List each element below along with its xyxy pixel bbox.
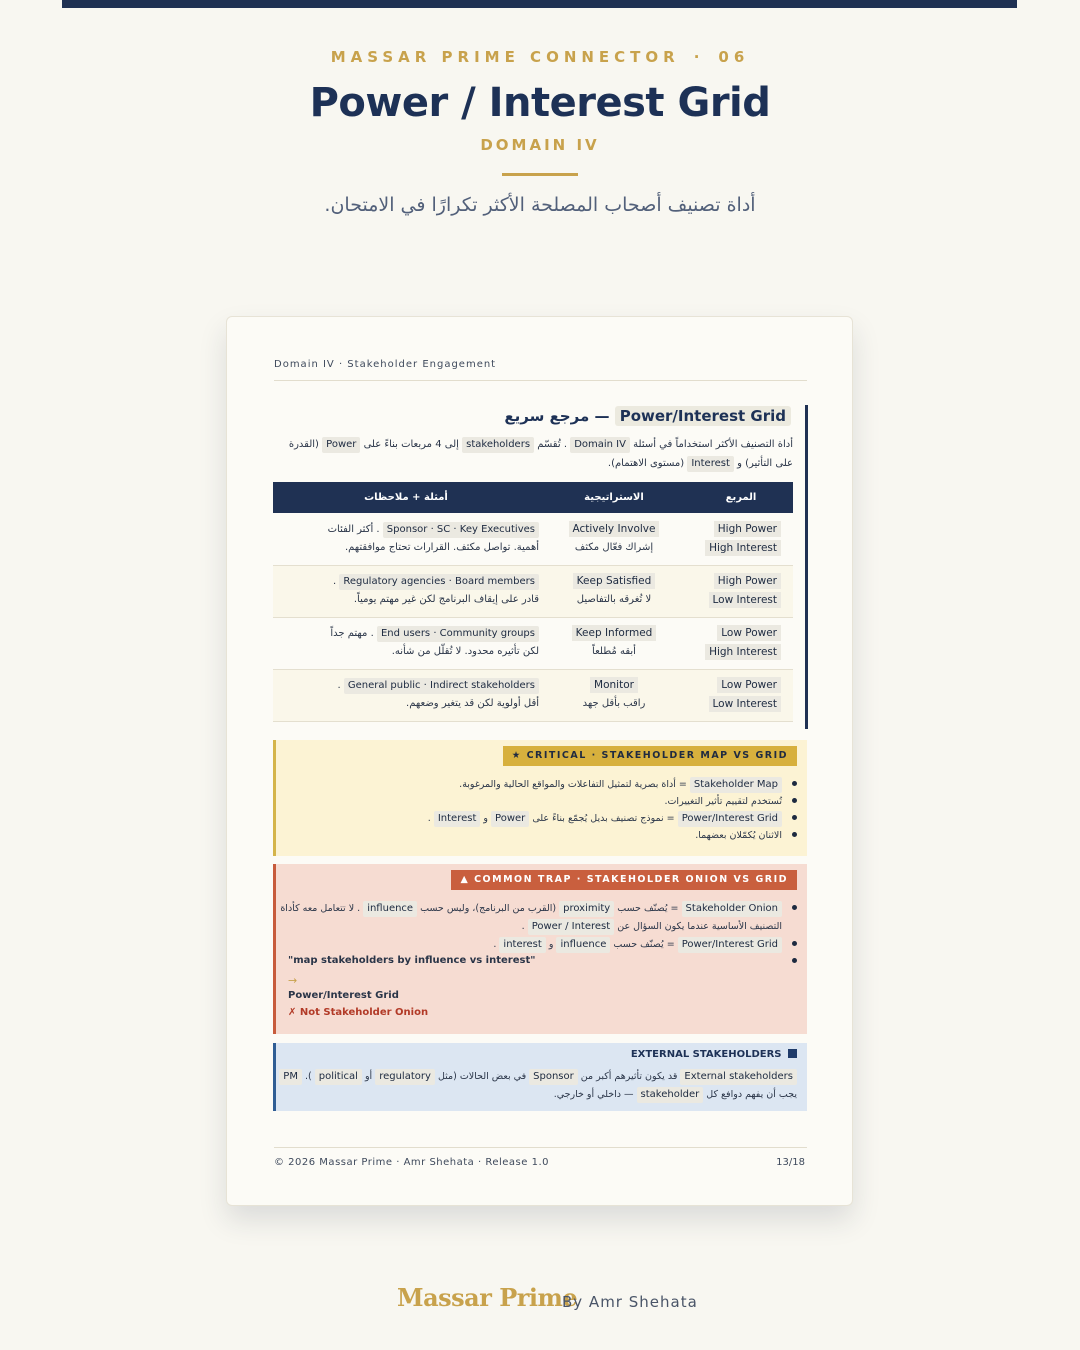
intro-chip-power: Power xyxy=(322,437,360,453)
bullet-text: و xyxy=(483,813,489,824)
eyebrow-separator: · xyxy=(693,48,705,66)
card-footer-copyright: © 2026 Massar Prime · Amr Shehata · Release 1.0 xyxy=(274,1157,549,1168)
critical-bullet xyxy=(695,827,797,844)
quadrant-interest: High Interest xyxy=(705,644,781,660)
card-header-divider xyxy=(274,380,807,381)
intro-text: (مستوى الاهتمام). xyxy=(607,458,685,469)
bullet-text: . لا تتعامل معه كأداة xyxy=(280,903,361,914)
bullet-text: الاثنان يُكمّلان بعضهما. xyxy=(695,830,782,841)
examples-note: قادر على إيقاف البرنامج لكن غير مهتم يومياً. xyxy=(353,594,539,605)
chip-power-interest-grid: Power/Interest Grid xyxy=(678,811,782,827)
external-heading-text: EXTERNAL STAKEHOLDERS xyxy=(630,1049,782,1060)
chip-power-interest-grid: Power/Interest Grid xyxy=(678,937,782,953)
examples-chip: End users · Community groups xyxy=(377,626,539,642)
examples-tail: . xyxy=(337,680,341,691)
trap-bullet xyxy=(493,936,797,953)
bullet-dot xyxy=(792,958,797,963)
chip-regulatory: regulatory xyxy=(375,1069,435,1085)
intro-text: إلى 4 مربعات بناءً على xyxy=(363,439,459,450)
bullet-text: = يُصنّف حسب xyxy=(613,939,675,950)
line-text: ). xyxy=(305,1071,312,1082)
intro-text: (القدرة على التأثير) و xyxy=(288,439,793,469)
critical-callout xyxy=(273,740,807,856)
quadrant-interest: Low Interest xyxy=(709,592,781,608)
bullet-dot xyxy=(792,781,797,786)
eyebrow-number: 06 xyxy=(718,48,750,66)
bullet-text: . xyxy=(493,939,497,950)
arrow-right-icon: → xyxy=(288,974,298,987)
examples-chip: General public · Indirect stakeholders xyxy=(344,678,539,694)
bullet-dot xyxy=(792,798,797,803)
bullet-text: . xyxy=(521,921,525,932)
examples-tail: . xyxy=(332,576,337,587)
quadrant-power: Low Power xyxy=(717,625,781,641)
strategy-ar: لا تُغرقه بالتفاصيل xyxy=(576,594,652,605)
chip-influence: influence xyxy=(363,901,417,917)
strategy-ar: إشراك فعّال مكثف xyxy=(574,541,654,553)
reference-card xyxy=(226,316,853,1206)
examples-tail: . أكثر الفئات xyxy=(327,523,380,535)
eyebrow xyxy=(0,48,1080,66)
chip-pm: PM xyxy=(279,1069,302,1085)
strategy-en: Monitor xyxy=(590,677,638,693)
examples-note: أهمية. تواصل مكثف. القرارات تحتاج موافقتهم. xyxy=(344,541,539,553)
trap-bullet-continuation xyxy=(522,918,797,935)
critical-bullet xyxy=(459,776,797,793)
critical-badge: ★ CRITICAL · STAKEHOLDER MAP VS GRID xyxy=(503,746,797,766)
trap-badge: ▲ COMMON TRAP · STAKEHOLDER ONION VS GRID xyxy=(451,870,797,890)
bullet-dot xyxy=(792,832,797,837)
table-header-row xyxy=(273,482,793,513)
strategy-ar: راقب بأقل جهد xyxy=(582,698,646,709)
line-text: أو xyxy=(364,1071,373,1082)
bullet-dot xyxy=(792,941,797,946)
trap-wrong-answer: ✗ Not Stakeholder Onion xyxy=(288,1007,429,1018)
card-header: Domain IV · Stakeholder Engagement xyxy=(274,359,497,370)
chip-stakeholder-map: Stakeholder Map xyxy=(690,777,782,793)
examples-chip: Regulatory agencies · Board members xyxy=(339,574,539,590)
quadrant-cell xyxy=(689,617,793,669)
column-header-quadrant: المربع xyxy=(689,482,793,513)
quadrant-interest: High Interest xyxy=(705,540,781,556)
chip-interest: interest xyxy=(499,937,545,953)
strategy-en: Actively Involve xyxy=(569,521,660,537)
quadrant-interest: Low Interest xyxy=(709,696,781,712)
intro-chip-domain: Domain IV xyxy=(570,437,630,453)
chip-interest: Interest xyxy=(434,811,481,827)
strategy-en: Keep Informed xyxy=(572,625,657,641)
quadrant-cell xyxy=(689,565,793,617)
intro-chip-stakeholders: stakeholders xyxy=(462,437,534,453)
chip-stakeholder: stakeholder xyxy=(637,1087,704,1103)
examples-cell xyxy=(273,513,539,565)
quick-reference-title xyxy=(504,407,791,425)
critical-bullet xyxy=(428,810,797,827)
external-line xyxy=(279,1068,797,1086)
examples-cell xyxy=(273,669,539,721)
table-row xyxy=(273,513,793,565)
chip-power-interest: Power / Interest xyxy=(528,919,615,935)
table-row xyxy=(273,669,793,721)
strategy-cell xyxy=(539,565,689,617)
chip-political: political xyxy=(315,1069,362,1085)
strategy-ar: أبقه مُطلعاً xyxy=(592,646,636,657)
card-footer-divider xyxy=(274,1147,807,1148)
external-line xyxy=(554,1086,797,1104)
eyebrow-series: MASSAR PRIME CONNECTOR xyxy=(330,48,680,66)
quick-reference-title-en: Power/Interest Grid xyxy=(615,406,791,426)
line-text: — داخلي أو خارجي. xyxy=(553,1089,634,1100)
intro-chip-interest: Interest xyxy=(687,456,734,472)
chip-proximity: proximity xyxy=(559,901,614,917)
quadrant-power: High Power xyxy=(714,521,781,537)
top-accent-bar xyxy=(62,0,1017,8)
bullet-text: (القرب من البرنامج)، وليس حسب xyxy=(420,903,557,914)
bullet-dot xyxy=(792,905,797,910)
strategy-cell xyxy=(539,669,689,721)
quick-reference-section xyxy=(274,405,808,729)
intro-text: . تُقسّم xyxy=(537,439,567,450)
critical-bullet xyxy=(664,793,797,810)
bullet-text: = نموذج تصنيف بديل يُجمّع بناءً على xyxy=(532,813,675,824)
external-callout xyxy=(273,1043,807,1111)
page-subtitle: DOMAIN IV xyxy=(480,136,600,154)
quick-reference-title-ar: — مرجع سريع xyxy=(504,407,610,425)
bullet-text: = يُصنّف حسب xyxy=(617,903,679,914)
examples-cell xyxy=(273,617,539,669)
quadrant-power: Low Power xyxy=(717,677,781,693)
brand-author: By Amr Shehata xyxy=(562,1293,698,1311)
trap-bullet xyxy=(280,900,797,917)
trap-bullet-empty xyxy=(782,953,797,970)
strategy-cell xyxy=(539,513,689,565)
examples-chip: Sponsor · SC · Key Executives xyxy=(383,522,539,538)
column-header-examples: أمثلة + ملاحظات xyxy=(273,482,539,513)
quadrant-cell xyxy=(689,669,793,721)
column-header-strategy: الاستراتيجية xyxy=(539,482,689,513)
chip-stakeholder-onion: Stakeholder Onion xyxy=(682,901,782,917)
trap-question-quote: "map stakeholders by influence vs interest" xyxy=(288,955,536,966)
quick-reference-intro xyxy=(271,435,793,473)
chip-external-stakeholders: External stakeholders xyxy=(680,1069,797,1085)
intro-text: أداة التصنيف الأكثر استخداماً في أسئلة xyxy=(633,439,793,450)
examples-cell xyxy=(273,565,539,617)
examples-note: أقل أولوية لكن قد يتغير وضعهم. xyxy=(406,698,539,709)
table-row xyxy=(273,617,793,669)
chip-sponsor: Sponsor xyxy=(529,1069,578,1085)
bullet-text: و xyxy=(548,939,554,950)
power-interest-table xyxy=(273,482,793,722)
square-icon xyxy=(788,1049,797,1058)
trap-callout xyxy=(273,864,807,1034)
bullet-text: التصنيف الأساسية عندما يكون السؤال عن xyxy=(617,921,782,932)
strategy-cell xyxy=(539,617,689,669)
line-text: قد يكون تأثيرهم أكبر من xyxy=(580,1071,678,1082)
examples-note: لكن تأثيره محدود. لا تُقلّل من شأنه. xyxy=(391,646,539,657)
line-text: يجب أن يفهم دوافع كل xyxy=(706,1089,797,1100)
chip-influence: influence xyxy=(556,937,610,953)
external-heading xyxy=(631,1049,797,1060)
brand-logo: Massar Prime xyxy=(397,1283,578,1312)
title-divider xyxy=(502,173,578,176)
lead-text: أداة تصنيف أصحاب المصلحة الأكثر تكرارًا في الامتحان. xyxy=(324,194,756,216)
bullet-text: تُستخدم لتقييم تأثير التغييرات. xyxy=(664,796,782,807)
page-title: Power / Interest Grid xyxy=(309,80,771,126)
line-text: في بعض الحالات (مثل xyxy=(437,1071,527,1082)
trap-correct-answer: Power/Interest Grid xyxy=(288,990,399,1001)
quadrant-cell xyxy=(689,513,793,565)
card-footer-page-number: 13/18 xyxy=(776,1157,805,1168)
table-row xyxy=(273,565,793,617)
strategy-en: Keep Satisfied xyxy=(573,573,656,589)
bullet-text: . xyxy=(427,813,431,824)
bullet-dot xyxy=(792,815,797,820)
quadrant-power: High Power xyxy=(714,573,781,589)
chip-power: Power xyxy=(491,811,529,827)
examples-tail: . مهتم جداً xyxy=(330,628,374,639)
bullet-text: = أداة بصرية لتمثيل التفاعلات والمواقع الحالية والمرغوبة. xyxy=(459,779,687,790)
